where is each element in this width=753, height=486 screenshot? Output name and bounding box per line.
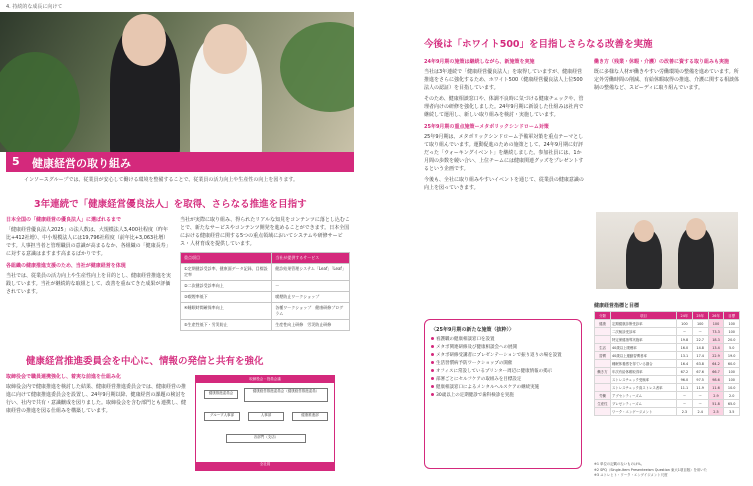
table-cell: ④睡眠時間確保率向上: [181, 303, 272, 320]
kpi-cell: 100: [708, 320, 724, 328]
kpi-row: [595, 376, 740, 384]
kpi-cell: ストレスチェック高ストレス者率: [611, 384, 677, 392]
kpi-cell: ー: [677, 392, 693, 400]
kpi-cell: 100: [724, 376, 740, 384]
kpi-row: [595, 400, 740, 408]
org-diagram: [195, 375, 335, 471]
diagram-box: 各部門（支店）: [226, 434, 306, 443]
section-number: 5: [12, 155, 20, 168]
kpi-row: [595, 344, 740, 352]
kpi-row: [595, 328, 740, 336]
kpi-cell: 2.4: [692, 408, 708, 416]
list-item-text: 部署ごとにセルフケアの取組みを目標設定: [436, 377, 522, 382]
bullet-icon: [431, 337, 434, 340]
kpi-cell: 睡眠休養感を得ている割合: [611, 360, 677, 368]
diagram-box: 健康推進部: [292, 412, 328, 421]
kpi-table-title: 健康経営指標と目標: [594, 303, 640, 309]
list-item-text: メタボ関連研修及び健康相談会への展開: [436, 345, 517, 350]
kpi-cell: 11.1: [677, 384, 693, 392]
kpi-header: 25年: [692, 312, 708, 320]
kpi-cell: 40歳以上運動習慣者率: [611, 352, 677, 360]
bullet-icon: [431, 385, 434, 388]
kpi-cell: ー: [677, 328, 693, 336]
heading-committee: 健康経営推進委員会を中心に、情報の発信と共有を強化: [26, 356, 264, 367]
note-line: ※2 SPQ（Single-Item Presenteeism Question 東大1項目版）を用いた: [594, 467, 708, 472]
kpi-cell: 67.6: [692, 368, 708, 376]
kpi-cell: 2.0: [724, 392, 740, 400]
kpi-cell: 11.9: [692, 384, 708, 392]
table-header: 当社が提供するサービス: [272, 253, 350, 264]
kpi-cell: 65.0: [724, 400, 740, 408]
kpi-cell: 11.6: [708, 384, 724, 392]
kpi-cell: 67.2: [677, 368, 693, 376]
list-item: [431, 344, 575, 352]
kpi-cell: 労働: [595, 392, 611, 400]
list-item: [431, 376, 575, 384]
kpi-cell: 3.5: [724, 408, 740, 416]
list-item-text: 30歳以上の定期健診で歯科検診を実施: [436, 393, 514, 398]
list-item: [431, 336, 575, 344]
note-line: ※1 単位の記載のないものは%。: [594, 462, 644, 466]
kpi-header: 分類: [595, 312, 611, 320]
kpi-cell: 働き方: [595, 368, 611, 376]
diagram-box: グループ人事部: [204, 412, 240, 421]
kpi-cell: [595, 328, 611, 336]
kpi-cell: ストレスチェック受検率: [611, 376, 677, 384]
paragraph-2: 当社では、従業員の活力向上や生産性向上を目的とし、健康経営推進を実践しています。当社が継続的な取組として、改善を重ねてきた成果が評価されています。: [6, 273, 172, 295]
kpi-cell: 22.7: [692, 336, 708, 344]
list-item: [431, 352, 575, 360]
bullet-icon: [431, 361, 434, 364]
table-header: 重点項目: [181, 253, 272, 264]
kpi-cell: 年次有給休暇取得率: [611, 368, 677, 376]
subheading-2: 各組織の健康推進支援のため、当社が健康経営を体現: [6, 263, 126, 269]
subheading-1: 日本全国の「健康経営の優良法人」に選ばれるまで: [6, 217, 122, 223]
kpi-cell: 生産性: [595, 400, 611, 408]
list-item: [431, 368, 575, 376]
diagram-box: 全社員: [196, 462, 334, 471]
kpi-cell: 51.8: [708, 400, 724, 408]
bullet-icon: [431, 353, 434, 356]
table-cell: 各種ワークショップ 健康研修プログラム: [272, 303, 350, 320]
kpi-header: 24年: [677, 312, 693, 320]
list-item-text: 生活習慣病予防ワークショップの開催: [436, 361, 513, 366]
kpi-cell: 100: [724, 328, 740, 336]
kpi-cell: ー: [692, 328, 708, 336]
subheading-r3: 働き方（残業・休暇・介護）の改善に資する取り組みも実施: [594, 59, 730, 65]
right-column-2: [594, 58, 740, 92]
kpi-cell: 22.9: [708, 352, 724, 360]
kpi-header: 目標: [724, 312, 740, 320]
kpi-cell: 40歳以上喫煙率: [611, 344, 677, 352]
bullet-icon: [431, 377, 434, 380]
paragraph-r3: 既に多様な人材が働きやすい労働環境の整備を進めています。所定外労働時間の削減、有給休暇取得の推進、介護に関する相談体制の整備など、スピーディに取り組んでいます。: [594, 69, 740, 91]
diagram-top-label: 取締役会・役員会議: [196, 376, 334, 383]
box-title: 〈25年9月期の新たな施策（抜粋）〉: [431, 327, 514, 333]
kpi-cell: 16.4: [677, 360, 693, 368]
right-column-1: [424, 58, 584, 192]
paragraph-r1b: そのため、健康相談窓口や、体調不良時に気づける健康チェックや、管理者向けの研修を強化しました。24年9月期に新設した仕組みは社内で継続して運用し、新しい取り組みを検討・実施しています。: [424, 96, 584, 118]
kpi-cell: ー: [692, 400, 708, 408]
paragraph-r1: 当社は3年連続で「健康経営優良法人」を取得していますが、健康経営推進をさらに強化するため、ホワイト500（健康経営優良法人上位500法人の認証）を目指しています。: [424, 69, 583, 91]
table-cell: ⑤生産性低下・労災防止: [181, 320, 272, 331]
left-bottom-text: [6, 373, 188, 415]
kpi-cell: 17.4: [692, 352, 708, 360]
kpi-cell: 100: [677, 320, 693, 328]
kpi-cell: アブセンティーズム: [611, 392, 677, 400]
kpi-row: [595, 336, 740, 344]
kpi-cell: 14.8: [692, 344, 708, 352]
kpi-cell: 2.5: [708, 408, 724, 416]
kpi-row: [595, 384, 740, 392]
kpi-row: [595, 360, 740, 368]
heading-3years: 3年連続で「健康経営優良法人」を取得、さらなる推進を目指す: [34, 199, 307, 210]
kpi-cell: プレゼンティーズム: [611, 400, 677, 408]
diagram-box: 人事部: [248, 412, 284, 421]
left-column-1: [6, 216, 171, 296]
kpi-cell: 18.3: [708, 336, 724, 344]
kpi-row: [595, 408, 740, 416]
table-cell: ①定期健診受診率、健康面データ記録、目標設定率: [181, 264, 272, 281]
kpi-cell: 習慣: [595, 352, 611, 360]
list-item: [431, 360, 575, 368]
kpi-table: [594, 311, 740, 416]
section-header: 4. 持続的な成長に向けて: [6, 4, 63, 10]
kpi-cell: 10.0: [724, 384, 740, 392]
kpi-cell: 60.0: [724, 360, 740, 368]
kpi-cell: 73.3: [708, 328, 724, 336]
subheading-3: 取締役会で職員連携強化し、着実な前進を仕組み化: [6, 374, 122, 380]
kpi-cell: 19.8: [677, 336, 693, 344]
staff-photo: [596, 212, 738, 289]
table-row: [181, 264, 350, 281]
paragraph-1: 「健康経営優良法人2025」の法人数は、大規模法人3,400社程度（昨年比+412社増）、中小規模法人には19,796社程度（前年比+3,063社増）です。人事担当者と管理職員の意識が高まるなか、各組織の「健康長寿」に対する意識はますます高まるばかりです。: [6, 227, 171, 257]
kpi-cell: 100: [724, 320, 740, 328]
kpi-cell: 健康: [595, 320, 611, 328]
kpi-cell: [595, 408, 611, 416]
section-title-bar: [6, 152, 354, 172]
kpi-cell: 100: [724, 368, 740, 376]
section-intro: インソースグループでは、従業員が安心して働ける環境を整備することで、従業員の活力向上や生産性の向上を図ります。: [24, 177, 299, 183]
note-line: ※3 ユトレヒト・ワーク・エンゲイジメント尺度: [594, 473, 668, 477]
kpi-row: [595, 352, 740, 360]
table-cell: ②二次健診受診率向上: [181, 281, 272, 292]
kpi-cell: 特定保健指導実施率: [611, 336, 677, 344]
section-title: 健康経営の取り組み: [32, 157, 131, 170]
table-row: [181, 320, 350, 331]
paragraph-2b: 当社が実際に取り組み、得られたリアルな知見をコンテンツに落とし込むことで、新たなサービスやコンテンツ開発を進めることができます。日本全国における健康経営に関する5つの重点領域においてシステムや研修サービス・人材育成を提供しています。: [180, 217, 350, 247]
kpi-cell: 2.3: [677, 408, 693, 416]
kpi-cell: 97.5: [692, 376, 708, 384]
kpi-cell: 13.4: [708, 344, 724, 352]
list-item-text: 看護職の健康相談窓口を設置: [436, 337, 495, 342]
kpi-cell: 66.7: [708, 368, 724, 376]
diagram-box: 健康推進委員会: [204, 390, 238, 399]
table-cell: 生産性向上研修 労災防止研修: [272, 320, 350, 331]
kpi-cell: 100: [692, 320, 708, 328]
kpi-cell: 19.0: [724, 352, 740, 360]
list-item-text: 健康相談窓口によるメンタルヘルスケアの継続実施: [436, 385, 540, 390]
kpi-cell: 13.1: [677, 352, 693, 360]
list-item-text: オフィスに常設しているプリンター周辺に健康情報の掲示: [436, 369, 553, 374]
bullet-icon: [431, 345, 434, 348]
bullet-icon: [431, 393, 434, 396]
kpi-cell: [595, 336, 611, 344]
subheading-r2: 25年9月期の重点施策ーメタボリックシンドローム対策: [424, 124, 549, 130]
table-cell: 喫煙防止ワークショップ: [272, 292, 350, 303]
kpi-cell: 5.0: [724, 344, 740, 352]
kpi-row: [595, 320, 740, 328]
left-column-2: [180, 216, 350, 331]
subheading-r1: 24年9月期の施策は継続しながら、新施策を実施: [424, 59, 535, 65]
table-row: [181, 303, 350, 320]
heading-white500: 今後は「ホワイト500」を目指しさらなる改善を実施: [424, 39, 653, 50]
kpi-cell: 定期健康診断受診率: [611, 320, 677, 328]
kpi-cell: 98.6: [708, 376, 724, 384]
table-cell: ③喫煙率低下: [181, 292, 272, 303]
list-item: [431, 384, 575, 392]
kpi-cell: 20.0: [724, 336, 740, 344]
kpi-cell: 2.9: [708, 392, 724, 400]
kpi-cell: [595, 360, 611, 368]
kpi-cell: [595, 384, 611, 392]
kpi-cell: 64.2: [708, 360, 724, 368]
kpi-cell: [595, 376, 611, 384]
bullet-icon: [431, 369, 434, 372]
new-measures-box: [424, 319, 582, 469]
kpi-header: 項目: [611, 312, 677, 320]
kpi-cell: 96.0: [677, 376, 693, 384]
diagram-box: 健康経営推進委員会（健康経営推進委員）: [244, 388, 328, 402]
kpi-cell: 二次検診受診率: [611, 328, 677, 336]
kpi-cell: ー: [692, 392, 708, 400]
kpi-cell: 63.8: [692, 360, 708, 368]
kpi-cell: ー: [677, 400, 693, 408]
paragraph-r2: 25年9月期は、メタボリックシンドローム予備軍対策を重点テーマとして取り組んでいます。運動促進のための施策として、24年9月期に好評だった「ウォーキングイベント」を継続しました。参加社員には、1か月間の歩数を競い合い、上位チームには健康関連グッズをプレゼントするという企画です。: [424, 134, 584, 172]
table-cell: ー: [272, 281, 350, 292]
kpi-cell: ワーク・エンゲージメント: [611, 408, 677, 416]
paragraph-r2b: 今後も、全社に取り組みやすいイベントを通じて、従業員の健康意識の向上を図っていきます。: [424, 177, 584, 191]
table-notes: [594, 462, 744, 479]
hero-photo: [0, 12, 354, 152]
list-item-text: メタボ研修受講者にプレゼンテーションで振り返りの場を設置: [436, 353, 562, 358]
kpi-header: 26年: [708, 312, 724, 320]
list-item: [431, 392, 575, 400]
paragraph-3: 取締役会内で健康推進を検討した結果、健康経営推進委員会では、健康経営の推進に向けて健康推進委員会を設置し、24年9月期以降、健康経営の課題の検討を行い、社内で共有・意識醸成を図りました。取締役会を含む部門とも連携し、健康経営の推進を図る仕組みを構築しています。: [6, 384, 187, 414]
table-row: [181, 292, 350, 303]
kpi-row: [595, 368, 740, 376]
table-cell: 健診結果管理システム「Leaf」「Leaf」: [272, 264, 350, 281]
kpi-cell: 生活: [595, 344, 611, 352]
table-row: [181, 281, 350, 292]
services-table: [180, 252, 350, 331]
kpi-cell: 16.0: [677, 344, 693, 352]
kpi-row: [595, 392, 740, 400]
